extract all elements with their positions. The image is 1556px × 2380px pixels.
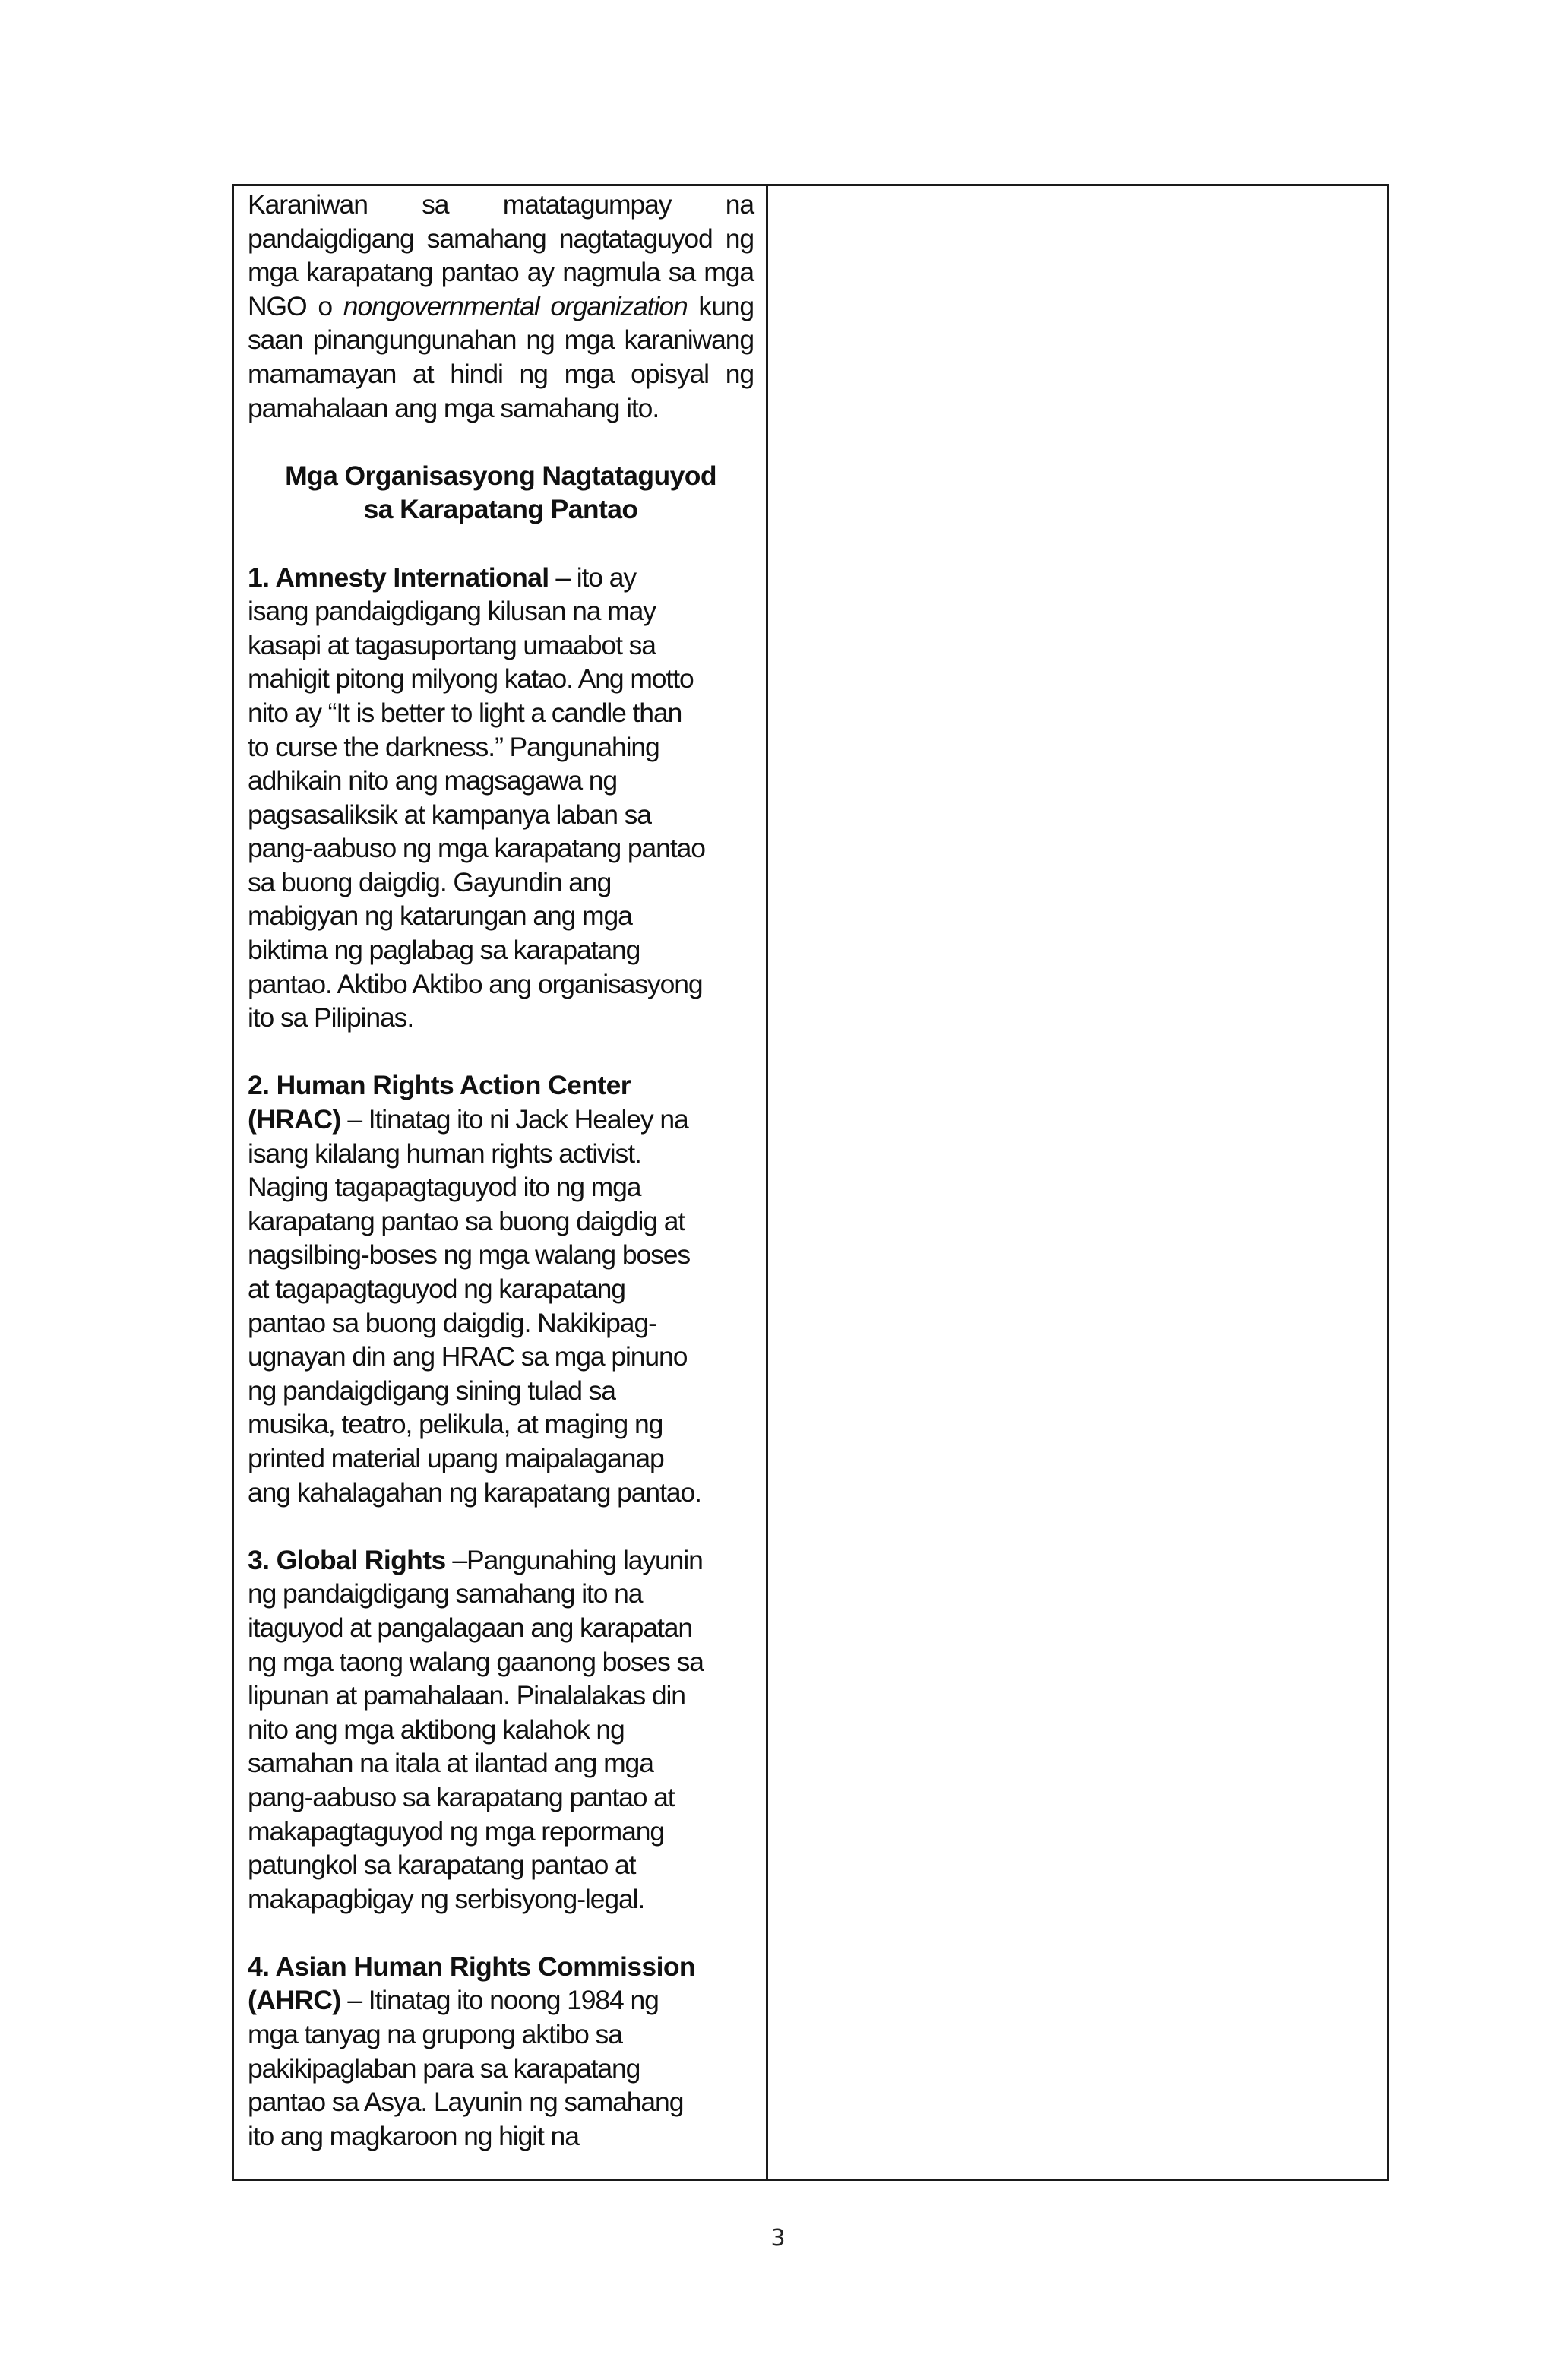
text-line: ng pandaigdigang samahang ito na bbox=[248, 1578, 643, 1609]
content-table bbox=[232, 184, 1389, 2181]
intro-paragraph bbox=[248, 188, 754, 425]
text-line: nito ay “It is better to light a candle than bbox=[248, 697, 682, 728]
text-line: mahigit pitong milyong katao. Ang motto bbox=[248, 663, 694, 695]
text-line: ito sa Pilipinas. bbox=[248, 1002, 414, 1033]
text-line: pantao sa Asya. Layunin ng samahang bbox=[248, 2087, 684, 2118]
text-line: isang pandaigdigang kilusan na may bbox=[248, 596, 656, 627]
section-heading-line: Mga Organisasyong Nagtataguyod bbox=[285, 460, 716, 491]
text-line: pang-aabuso ng mga karapatang pantao bbox=[248, 833, 705, 864]
spacer bbox=[248, 1509, 754, 1543]
text-line: adhikain nito ang magsagawa ng bbox=[248, 765, 618, 796]
text-line: pagsasaliksik at kampanya laban sa bbox=[248, 799, 651, 830]
empty-column bbox=[768, 186, 1387, 2179]
text-line bbox=[248, 1543, 754, 1578]
org-amnesty-international bbox=[248, 561, 754, 1035]
text-line: makapagtaguyod ng mga repormang bbox=[248, 1815, 665, 1847]
text-line: biktima ng paglabag sa karapatang bbox=[248, 935, 640, 966]
org-human-rights-action-center bbox=[248, 1068, 754, 1509]
text-line: makapagbigay ng serbisyong-legal. bbox=[248, 1883, 645, 1914]
page-number: 3 bbox=[770, 2225, 786, 2252]
text-line: kasapi at tagasuportang umaabot sa bbox=[248, 629, 656, 660]
text-line: mga tanyag na grupong aktibo sa bbox=[248, 2019, 622, 2050]
text-line bbox=[248, 1103, 754, 1137]
text-line: pantao sa buong daigdig. Nakikipag- bbox=[248, 1307, 656, 1338]
text-line: at tagapagtaguyod ng karapatang bbox=[248, 1274, 625, 1304]
intro-italic-term: nongovernmental organization bbox=[343, 290, 688, 321]
spacer bbox=[248, 1916, 754, 1950]
text-line bbox=[248, 1983, 754, 2018]
org-name: 2. Human Rights Action Center bbox=[248, 1070, 631, 1101]
spacer bbox=[248, 1035, 754, 1069]
org-text: – Itinatag ito ni Jack Healey na bbox=[340, 1104, 688, 1135]
text-line: mabigyan ng katarungan ang mga bbox=[248, 900, 632, 932]
text-line bbox=[248, 561, 754, 595]
text-line: samahan na itala at ilantad ang mga bbox=[248, 1748, 653, 1779]
text-line: patungkol sa karapatang pantao at bbox=[248, 1850, 636, 1881]
org-text: – Itinatag ito noong 1984 ng bbox=[340, 1985, 659, 2016]
text-line: ng pandaigdigang sining tulad sa bbox=[248, 1375, 615, 1406]
text-line: nagsilbing-boses ng mga walang boses bbox=[248, 1239, 691, 1271]
section-heading bbox=[248, 459, 754, 527]
org-acronym: (AHRC) bbox=[248, 1985, 341, 2016]
text-line: ito ang magkaroon ng higit na bbox=[248, 2120, 579, 2151]
text-line: pang-aabuso sa karapatang pantao at bbox=[248, 1781, 675, 1812]
org-global-rights bbox=[248, 1543, 754, 1916]
org-name: 3. Global Rights bbox=[248, 1544, 446, 1575]
org-acronym: (HRAC) bbox=[248, 1104, 341, 1135]
text-line: ugnayan din ang HRAC sa mga pinuno bbox=[248, 1341, 688, 1372]
org-asian-human-rights-commission bbox=[248, 1950, 754, 2154]
text-line: printed material upang maipalaganap bbox=[248, 1442, 664, 1473]
intro-text-end: kung saan pinangungunahan ng mga karaniwang mamamayan at hindi ng mga opisyal ng pamahalaan ang mga samahang ito. bbox=[248, 290, 754, 423]
text-line: musika, teatro, pelikula, at maging ng bbox=[248, 1409, 663, 1440]
org-name: 4. Asian Human Rights Commission bbox=[248, 1951, 695, 1982]
text-line: Naging tagapagtaguyod ito ng mga bbox=[248, 1172, 641, 1203]
text-line: isang kilalang human rights activist. bbox=[248, 1138, 641, 1169]
text-line: pantao. Aktibo Aktibo ang organisasyong bbox=[248, 968, 703, 999]
org-name: 1. Amnesty International bbox=[248, 562, 549, 593]
spacer bbox=[248, 425, 754, 459]
section-heading-line: sa Karapatang Pantao bbox=[363, 494, 638, 525]
text-line: pakikipaglaban para sa karapatang bbox=[248, 2052, 640, 2084]
text-line: karapatang pantao sa buong daigdig at bbox=[248, 1205, 685, 1236]
org-text: – ito ay bbox=[549, 562, 636, 593]
text-column bbox=[234, 186, 768, 2179]
org-text: –Pangunahing layunin bbox=[445, 1544, 703, 1575]
text-line: sa buong daigdig. Gayundin ang bbox=[248, 866, 612, 897]
text-line: ng mga taong walang gaanong boses sa bbox=[248, 1646, 704, 1677]
text-line: lipunan at pamahalaan. Pinalalakas din bbox=[248, 1680, 685, 1711]
spacer bbox=[248, 527, 754, 561]
text-line: itaguyod at pangalagaan ang karapatan bbox=[248, 1612, 693, 1643]
text-line: ang kahalagahan ng karapatang pantao. bbox=[248, 1476, 701, 1508]
text-line: to curse the darkness.” Pangunahing bbox=[248, 731, 659, 762]
intro-text-start: Karaniwan sa matatagumpay na pandaigdigang samahang nagtataguyod ng mga karapatang pantao ay nagmula sa mga NGO o bbox=[248, 189, 754, 321]
text-line: nito ang mga aktibong kalahok ng bbox=[248, 1714, 625, 1745]
